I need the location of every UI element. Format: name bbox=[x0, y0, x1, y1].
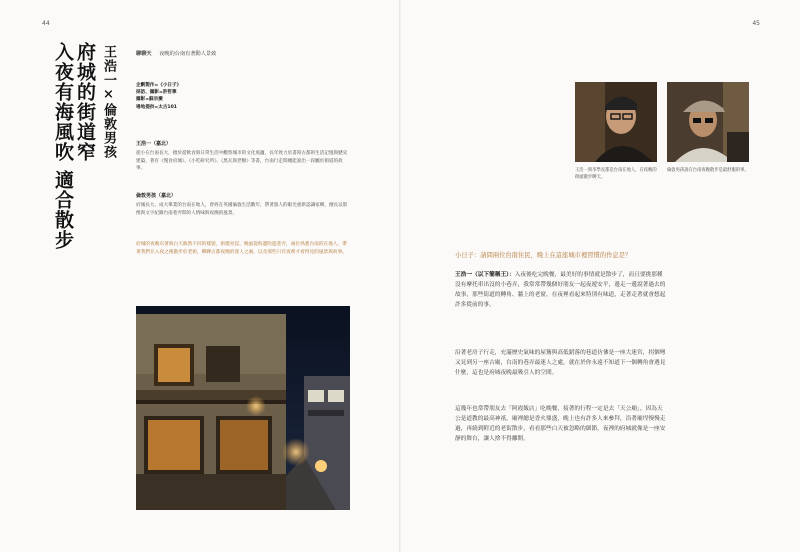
credit-line: 場地提供=太古101 bbox=[136, 104, 178, 110]
caption-london-boy: 倫敦男孩說在台南夜晚散步是最舒服的事。 bbox=[667, 168, 749, 173]
interview-question: 小日子：請問兩位台南住民，晚上在這座城市裡習慣的作息是？ bbox=[455, 252, 632, 259]
tagline bbox=[136, 50, 216, 57]
article-subtitle: 王浩一×倫敦男孩 bbox=[101, 45, 116, 159]
credit-line: 企劃製作=《小日子》 bbox=[136, 83, 182, 88]
title-line-1: 府城的街道窄 bbox=[74, 42, 96, 162]
bio-text-wang: 從小在台南長大，擅於從飲食與日常生活中觀察城市的文化底蘊，長年致力於書寫古都的生活記憶與歷史建築，著有《慢食府城》、《小吃研究所》、《黑瓦與老樹》等書，台南行走間總能說出一段屬於街道的故事。 bbox=[136, 151, 348, 172]
bio-text-london-boy: 府城長大、成大畢業的台南在地人，曾經在英國倫敦生活數年，帶著旅人的眼光重新認識家鄉，擅長以影像與文字紀錄台南巷弄間的人情味與夜晚的風景。 bbox=[136, 203, 348, 216]
bio-name-london-boy: 倫敦男孩（嘉北） bbox=[136, 193, 177, 199]
bio-name-wang: 王浩一（嘉北） bbox=[136, 141, 172, 147]
paragraph-text: 這幾年也常帶朋友去「阿霞飯店」吃晚餐，接著的行程一定是去「天公廟」，因為天公是道教的最高神祇，廟裡總是香火鼎盛，晚上也有許多人來參拜，沿著廟埕慢慢走過，再繞到附近的老街散步，看看那些白天被忽略的細節，夜裡的府城就像是一座安靜的舞台，讓人捨不得離開。 bbox=[455, 406, 666, 442]
speaker-label: 王浩一（以下簡稱王）： bbox=[455, 272, 515, 278]
paragraph-1 bbox=[455, 270, 667, 310]
page-number-left: 44 bbox=[42, 20, 50, 27]
credit-line: 採訪、攝影=許哲寧 bbox=[136, 90, 177, 96]
intro-paragraph: 府城的夜晚有著與白天截然不同的樣貌，街燈亮起、晚風從海邊吹進巷弄，兩位熟悉台南的在地人，帶著我們在入夜之後散步於老街，聊聊古都夜晚的迷人之處，以及那些只有夜裡才看得見的風景與故事。 bbox=[136, 242, 347, 255]
page-number-right: 45 bbox=[752, 20, 760, 27]
page-fold bbox=[399, 0, 401, 552]
caption-wang: 王浩一與李學長都是台南在地人，在夜晚的街頭散步聊天。 bbox=[575, 168, 657, 180]
tagline-label: 聊聊天 bbox=[136, 51, 152, 57]
tagline-text: 夜晚的台南有著動人景致 bbox=[159, 51, 217, 57]
night-street-illustration bbox=[136, 306, 350, 510]
portrait-wang bbox=[575, 82, 657, 162]
paragraph-3 bbox=[455, 404, 667, 444]
portrait-wang-illustration bbox=[575, 82, 657, 162]
portrait-london-boy bbox=[667, 82, 749, 162]
portrait-london-boy-illustration bbox=[667, 82, 749, 162]
paragraph-text: 入夜後吃完晚餐，最美好的事情就是散步了，而且要挑那種沒有摩托車出沒的小巷弄，我常常帶幾個好朋友一起夜遊安平，邊走一邊說著過去的故事，那些街道的轉角、牆上的老窗，在夜裡看起來特別有味道，走著走著就會想起許多從前的事。 bbox=[455, 272, 666, 308]
credits bbox=[136, 82, 181, 111]
night-street-photo bbox=[136, 306, 350, 510]
paragraph-2 bbox=[455, 348, 667, 378]
paragraph-text: 沿著老房子行走，充滿歷史氣味的屋簷與高低錯落的巷道彷彿是一座大迷宮，拐個彎又見到另一座古廟，台南的巷弄最迷人之處，就在於你永遠不知道下一個轉角會遇見什麼，這也是府城夜晚最吸引人的空間。 bbox=[455, 350, 666, 376]
credit-line: 攝影=蘇宗慶 bbox=[136, 97, 163, 103]
title-line-2: 入夜有海風吹 適合散步 bbox=[52, 42, 74, 250]
